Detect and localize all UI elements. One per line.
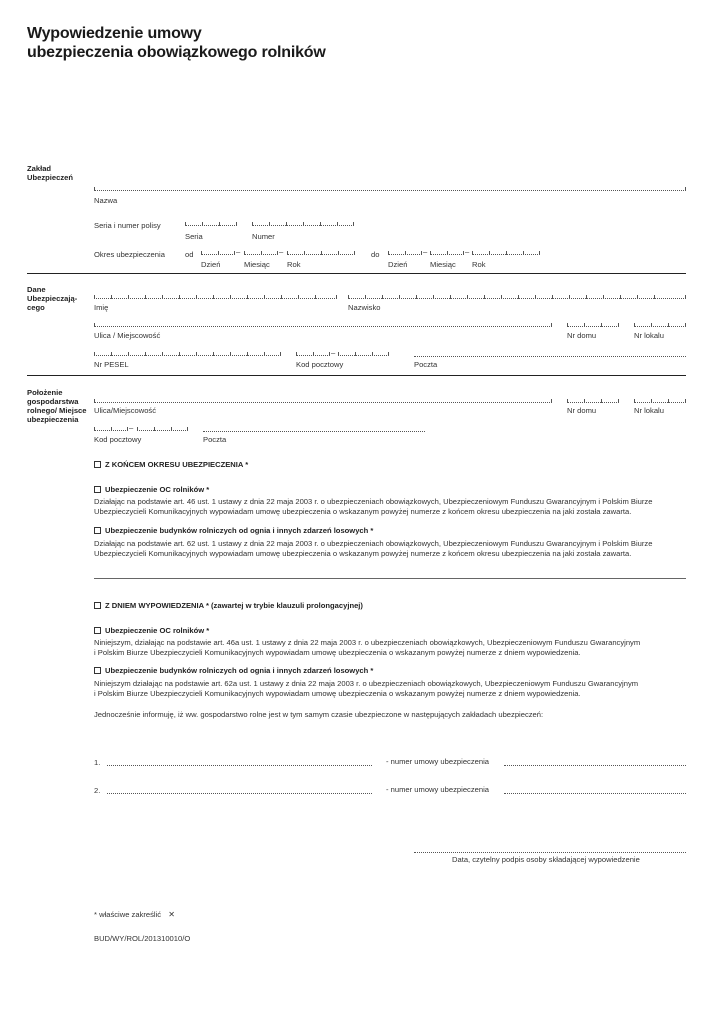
to-day-label: Dzień (388, 260, 408, 269)
to-year-field[interactable] (472, 249, 540, 255)
farm-house-field[interactable] (567, 397, 619, 403)
to-month-field[interactable] (430, 249, 464, 255)
cross-icon: ✕ (168, 910, 175, 919)
other-insurer-name-field[interactable] (107, 793, 372, 794)
policy-series-label: Seria (185, 232, 203, 241)
notice-buildings-text (94, 679, 688, 698)
insured-street-label: Ulica / Miejscowość (94, 331, 161, 340)
other-insurer-name-field[interactable] (107, 765, 372, 766)
insured-flat-field[interactable] (634, 321, 686, 327)
to-day-field[interactable] (388, 249, 422, 255)
inform-text: Jednocześnie informuję, iż ww. gospodarstwo rolne jest w tym samym czasie ubezpieczone w następujących zakładach ubezpieczeń: (94, 710, 544, 719)
section-divider (27, 273, 686, 274)
notice-day-heading: Z DNIEM WYPOWIEDZENIA * (zawartej w trybie klauzuli prolongacyjnej) (105, 601, 363, 610)
last-name-field[interactable] (348, 293, 686, 299)
section-divider (27, 375, 686, 376)
end-oc-label: Ubezpieczenie OC rolników * (105, 485, 210, 494)
option-divider (94, 578, 686, 579)
notice-buildings-text-line-1: Niniejszym działając na podstawie art. 62a ust. 1 ustawy z dnia 22 maja 2003 r. o ubezpieczeniach obowiązkowych, Ubezpieczeniowym Funduszu Gwarancyjnym (94, 679, 639, 688)
other-insurer-policy-label: - numer umowy ubezpieczenia (386, 785, 489, 794)
from-year-field[interactable] (287, 249, 355, 255)
end-buildings-label: Ubezpieczenie budynków rolniczych od ognia i innych zdarzeń losowych * (105, 526, 374, 535)
farm-post-office-field[interactable] (203, 431, 425, 432)
footnote (94, 910, 175, 919)
policy-number-label: Numer (252, 232, 275, 241)
other-insurer-policy-field[interactable] (504, 765, 686, 766)
pesel-label: Nr PESEL (94, 360, 129, 369)
end-of-period-heading: Z KOŃCEM OKRESU UBEZPIECZENIA * (105, 460, 249, 469)
postal-code-label: Kod pocztowy (296, 360, 344, 369)
notice-buildings-label: Ubezpieczenie budynków rolniczych od ognia i innych zdarzeń losowych * (105, 666, 374, 675)
end-buildings-checkbox[interactable] (94, 527, 101, 534)
to-month-label: Miesiąc (430, 260, 456, 269)
notice-buildings-option[interactable] (94, 666, 373, 675)
period-to-label: do (371, 250, 380, 259)
to-year-label: Rok (472, 260, 486, 269)
footnote-text: * właściwe zakreślić (94, 910, 162, 919)
farm-street-field[interactable] (94, 398, 552, 403)
from-year-label: Rok (287, 260, 301, 269)
notice-oc-text-line-2: i Polskim Biurze Ubezpieczycieli Komunikacyjnych wypowiadam umowę ubezpieczenia o wskazanym powyżej numerze z dniem wypowiedzenia. (94, 647, 581, 657)
other-insurer-number: 1. (94, 758, 101, 767)
other-insurer-policy-label: - numer umowy ubezpieczenia (386, 757, 489, 766)
farm-street-label: Ulica/Miejscowość (94, 406, 157, 415)
notice-day-checkbox[interactable] (94, 602, 101, 609)
end-oc-text: Działając na podstawie art. 46 ust. 1 ustawy z dnia 22 maja 2003 r. o ubezpieczeniach obowiązkowych, Ubezpieczeniowym Funduszu Gwarancyjnym i Polskim Biurze Ubezpieczycieli Komunikacyjnych wypowiadam umowę ubezpieczenia o wskazanym powyżej numerze z końcem okresu ubezpieczenia na jaki została zawarta. (94, 497, 653, 516)
end-oc-checkbox[interactable] (94, 486, 101, 493)
post-office-field[interactable] (414, 356, 686, 357)
from-month-field[interactable] (244, 249, 278, 255)
section-insured-heading: Dane Ubezpieczają-cego (27, 285, 78, 312)
insurer-name-field[interactable] (94, 186, 686, 191)
insured-street-field[interactable] (94, 322, 552, 327)
notice-oc-checkbox[interactable] (94, 627, 101, 634)
notice-day-option[interactable] (94, 601, 363, 610)
period-from-label: od (185, 250, 194, 259)
document-code: BUD/WY/ROL/201310010/O (94, 934, 191, 943)
insurer-name-label: Nazwa (94, 196, 118, 205)
date-separator: – (236, 247, 241, 256)
from-month-label: Miesiąc (244, 260, 270, 269)
policy-number-field[interactable] (252, 220, 354, 226)
first-name-field[interactable] (94, 293, 337, 299)
notice-oc-text-line-1: Niniejszym, działając na podstawie art. 46a ust. 1 ustawy z dnia 22 maja 2003 r. o ubezpieczeniach obowiązkowych, Ubezpieczeniowym Funduszu Gwarancyjnym (94, 638, 641, 647)
date-separator: – (279, 247, 284, 256)
notice-oc-text (94, 638, 688, 657)
from-day-label: Dzień (201, 260, 221, 269)
policy-label: Seria i numer polisy (94, 221, 161, 230)
farm-post-office-label: Poczta (203, 435, 227, 444)
end-of-period-checkbox[interactable] (94, 461, 101, 468)
other-insurer-number: 2. (94, 786, 101, 795)
notice-buildings-checkbox[interactable] (94, 667, 101, 674)
notice-buildings-text-line-2: i Polskim Biurze Ubezpieczycieli Komunikacyjnych wypowiadam umowę ubezpieczenia o wskazanym powyżej numerze z dniem wypowiedzenia. (94, 688, 581, 698)
title-line-1: Wypowiedzenie umowy (27, 25, 202, 42)
insured-house-label: Nr domu (567, 331, 597, 340)
post-office-label: Poczta (414, 360, 438, 369)
last-name-label: Nazwisko (348, 303, 381, 312)
signature-field[interactable] (414, 852, 686, 853)
farm-postal-label: Kod pocztowy (94, 435, 142, 444)
signature-label: Data, czytelny podpis osoby składającej wypowiedzenie (452, 855, 640, 864)
farm-flat-label: Nr lokalu (634, 406, 664, 415)
postal-separator: – (129, 423, 134, 432)
other-insurer-policy-field[interactable] (504, 793, 686, 794)
postal-code-second-field[interactable] (338, 350, 389, 356)
farm-flat-field[interactable] (634, 397, 686, 403)
date-separator: – (423, 247, 428, 256)
insured-flat-label: Nr lokalu (634, 331, 664, 340)
end-of-period-option[interactable] (94, 460, 248, 469)
end-buildings-option[interactable] (94, 526, 373, 535)
farm-house-label: Nr domu (567, 406, 597, 415)
insured-house-field[interactable] (567, 321, 619, 327)
section-insurer-heading: Zakład Ubezpieczeń (27, 164, 73, 182)
pesel-field[interactable] (94, 350, 281, 356)
date-separator: – (465, 247, 470, 256)
farm-postal-first-field[interactable] (94, 425, 128, 431)
section-farm-heading: Położenie gospodarstwa rolnego/ Miejsce ubezpieczenia (27, 388, 87, 424)
end-buildings-text: Działając na podstawie art. 62 ust. 1 ustawy z dnia 22 maja 2003 r. o ubezpieczeniach obowiązkowych, Ubezpieczeniowym Funduszu Gwarancyjnym i Polskim Biurze Ubezpieczycieli Komunikacyjnych wypowiadam umowę ubezpieczenia o wskazanym powyżej numerze z końcem okresu ubezpieczenia na jaki została zawarta. (94, 539, 653, 558)
title-line-2: ubezpieczenia obowiązkowego rolników (27, 44, 326, 61)
notice-oc-label: Ubezpieczenie OC rolników * (105, 626, 210, 635)
postal-code-first-field[interactable] (296, 350, 330, 356)
postal-separator: – (331, 348, 336, 357)
period-label: Okres ubezpieczenia (94, 250, 165, 259)
first-name-label: Imię (94, 303, 109, 312)
farm-postal-second-field[interactable] (137, 425, 188, 431)
page-title (27, 24, 326, 62)
end-oc-option[interactable] (94, 485, 209, 494)
notice-oc-option[interactable] (94, 626, 209, 635)
from-day-field[interactable] (201, 249, 235, 255)
policy-series-field[interactable] (185, 220, 237, 226)
